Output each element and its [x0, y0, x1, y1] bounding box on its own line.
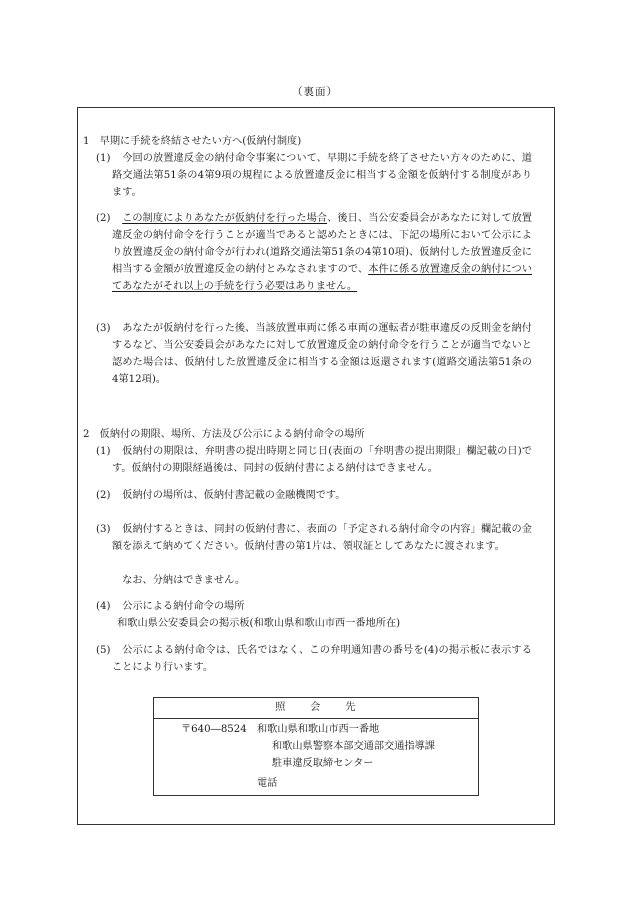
contact-center: 駐車違反取締センター	[272, 758, 374, 769]
contact-department: 和歌山県警察本部交通部交通指導課	[272, 741, 435, 752]
contact-title: 照 会 先	[154, 698, 478, 719]
contact-telephone-label: 電話	[257, 778, 278, 789]
section2-item5-text: 公示による納付命令は、氏名ではなく、この弁明通知書の番号を(4)の掲示板に表示することにより行います。	[112, 645, 532, 673]
section2-item4-board: 和歌山県公安委員会の掲示板(和歌山県和歌山市西一番地所在)	[117, 618, 401, 629]
section2-title: 2 仮納付の期限、場所、方法及び公示による納付命令の場所	[83, 429, 365, 440]
section1-item2-number: (2)	[96, 213, 111, 224]
contact-address: 和歌山県和歌山市西一番地	[257, 724, 380, 735]
contact-box	[153, 697, 479, 796]
section1-item2-underline-1: この制度によりあなたが仮納付を行った場合	[122, 213, 328, 224]
section1-item2-underline-2: 本件に係る放置違反金の納付についてあなたがそれ以上の手続を行う必要はありません。	[112, 264, 533, 292]
section2-item4-text: 公示による納付命令の場所	[122, 601, 245, 612]
section2-item1-number: (1)	[96, 446, 111, 457]
page-label: （裏面）	[292, 86, 338, 98]
section2-item5-number: (5)	[96, 645, 111, 656]
section1-item1-text: 今回の放置違反金の納付命令事案について、早期に手続を終了させたい方々のために、道路交通法第51条の4第9項の規程による放置違反金に相当する金額を仮納付する制度があります。	[112, 153, 532, 198]
section2-item3-note: なお、分納はできません。	[122, 575, 246, 586]
section2-item3-number: (3)	[96, 524, 111, 535]
section2-item2-number: (2)	[96, 490, 111, 501]
section1-item1-number: (1)	[96, 153, 111, 164]
section1-title: 1 早期に手続を終結させたい方へ(仮納付制度)	[83, 136, 302, 147]
section1-item2-middle: 、後日、当公安委員会があなたに対して放置違反金の納付命令を行うことが適当であると認めたときには、下記の場所において公示により放置違反金の納付命令が行われ(道路交通法第51条の4第10項)、仮納付した放置違反金に相当する金額が放置違反金の納付とみなされますので、	[112, 213, 532, 275]
section2-item4-number: (4)	[96, 601, 111, 612]
section2-item3-text: 仮納付するときは、同封の仮納付書に、表面の「予定される納付命令の内容」欄記載の金額を添えて納めてください。仮納付書の第1片は、領収証としてあなたに渡されます。	[112, 524, 532, 552]
section2-item2-text: 仮納付の場所は、仮納付書記載の金融機関です。	[122, 490, 346, 501]
section1-item3-text: あなたが仮納付を行った後、当該放置車両に係る車両の運転者が駐車違反の反則金を納付するなど、当公安委員会があなたに対して放置違反金の納付命令を行うことが適当でないと認めた場合は、仮納付した放置違反金に相当する金額は返還されます(道路交通法第51条の4第12項)。	[112, 323, 532, 385]
section2-item1-text: 仮納付の期限は、弁明書の提出時期と同じ日(表面の「弁明書の提出期限」欄記載の日)です。仮納付の期限経過後は、同封の仮納付書による納付はできません。	[112, 446, 532, 474]
section1-item3-number: (3)	[96, 323, 111, 334]
section1-item2-text	[112, 210, 532, 295]
contact-postal-code: 〒640―8524	[181, 724, 247, 735]
